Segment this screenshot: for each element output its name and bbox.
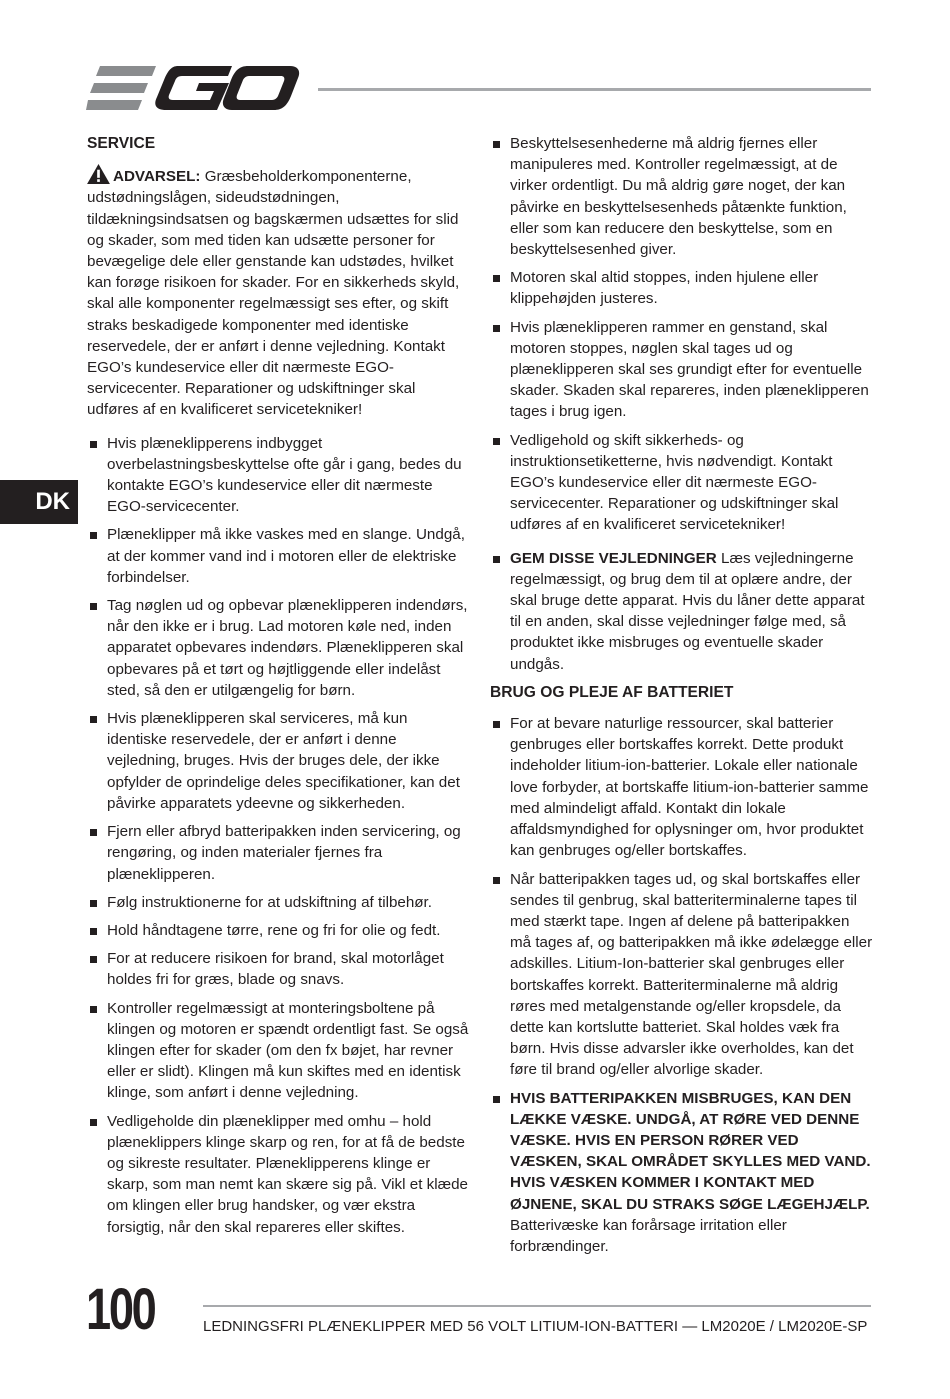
bullet-square-icon bbox=[493, 141, 500, 148]
service-warning bbox=[87, 164, 471, 420]
list-item: Beskyttelsesenhederne må aldrig fjernes eller manipuleres med. Kontroller regelmæssigt, at de virker ordentligt. Du må aldrig gøre noget, der kan påvirke en beskyttelsesenheds påtænkte funktion, eller som kan reducere den beskyttelse, som en beskyttelsesenhed giver. bbox=[490, 133, 874, 260]
bullet-square-icon bbox=[90, 956, 97, 963]
list-item: Vedligeholde din plæneklipper med omhu – hold plæneklippers klinge skarp og ren, for at få de bedste og sikreste resultater. Plæneklipperens klinge er skarp, som man nemt kan skære sig på. Vikl et klæde om klingen eller brug handsker, og vær ekstra forsigtig, når den skal repareres eller skiftes. bbox=[87, 1111, 471, 1238]
language-tab: DK bbox=[0, 480, 78, 524]
warning-triangle-icon bbox=[87, 164, 110, 184]
leak-warning-text: Batterivæske kan forårsage irritation eller forbrændinger. bbox=[510, 1216, 787, 1255]
bullet-square-icon bbox=[493, 275, 500, 282]
list-item: Motoren skal altid stoppes, inden hjulene eller klippehøjden justeres. bbox=[490, 267, 874, 309]
list-item: Hvis plæneklipperens indbygget overbelastningsbeskyttelse ofte går i gang, bedes du kontakte EGO’s kundeservice eller dit nærmeste EGO-servicecenter. bbox=[87, 433, 471, 518]
leak-warning-item bbox=[490, 1088, 874, 1258]
list-item: For at bevare naturlige ressourcer, skal batterier genbruges eller bortskaffes korrekt. Dette produkt indeholder litium-ion-batterier. Lokale eller nationale love forbyder, at bortskaffe litium-ion-batterier samme med almindeligt affald. Kontakt din lokale affaldsmyndighed for oplysninger om, hvor produktet kan genbruges og/eller bortskaffes. bbox=[490, 713, 874, 861]
bullet-square-icon bbox=[90, 1006, 97, 1013]
list-item: Kontroller regelmæssigt at monteringsboltene på klingen og motoren er spændt ordentligt fast. Se også klingen efter for skader (om den fx bøjet, har revner eller er slidt). Klingen må kun skiftes med en identisk klinge, som anført i denne vejledning. bbox=[87, 998, 471, 1104]
list-item: Når batteripakken tages ud, og skal bortskaffes eller sendes til genbrug, skal batteriterminalerne tapes til med stærkt tape. Ingen af delene på batteripakken må tages af, og batteripakken må ikke ødelægge eller adskilles. Litium-Ion-batterier skal genbruges eller bortskaffes korrekt. Batteriterminalerne må aldrig røres med metalgenstande og/eller kropsdele, da dette kan kortslutte batteriet. Skal holdes væk fra børn. Hvis disse advarsler ikke overholdes, kan det føre til brand og/eller alvorlige skader. bbox=[490, 869, 874, 1081]
leak-warning-label: HVIS BATTERIPAKKEN MISBRUGES, KAN DEN LÆKKE VÆSKE. UNDGÅ, AT RØRE VED DENNE VÆSKE. HVIS EN PERSON RØRER VED VÆSKEN, SKAL OMRÅDET SKYLLES MED VAND. HVIS VÆSKEN KOMMER I KONTAKT MED ØJNENE, SKAL DU STRAKS SØGE LÆGEHJÆLP. bbox=[510, 1089, 871, 1213]
bullet-square-icon bbox=[90, 1119, 97, 1126]
bullet-square-icon bbox=[90, 900, 97, 907]
page-number: 100 bbox=[86, 1277, 155, 1342]
ego-logo bbox=[86, 64, 300, 112]
bullet-square-icon bbox=[90, 928, 97, 935]
list-item: Følg instruktionerne for at udskiftning af tilbehør. bbox=[87, 892, 471, 913]
bullet-square-icon bbox=[90, 603, 97, 610]
bullet-square-icon bbox=[493, 721, 500, 728]
bullet-square-icon bbox=[493, 1096, 500, 1103]
list-item: Vedligehold og skift sikkerheds- og instruktionsetiketterne, hvis nødvendigt. Kontakt EGO’s kundeservice eller dit nærmeste EGO-servicecenter. Reparationer og udskiftninger skal udføres af en kvalificeret servicetekniker! bbox=[490, 430, 874, 536]
service-bullet-list bbox=[87, 433, 471, 1238]
save-instructions-text: Læs vejledningerne regelmæssigt, og brug dem til at oplære andre, der skal bruge dette apparat. Hvis du låner dette apparat til en anden, skal disse vejledninger følge med, så produktet ikke misbruges og eventuelle skader undgås. bbox=[510, 549, 865, 673]
list-item: Plæneklipper må ikke vaskes med en slange. Undgå, at der kommer vand ind i motoren eller de elektriske forbindelser. bbox=[87, 524, 471, 588]
bullet-square-icon bbox=[90, 532, 97, 539]
save-instructions-label: GEM DISSE VEJLEDNINGER bbox=[510, 549, 717, 567]
list-item: Hvis plæneklipperen skal serviceres, må kun identiske reservedele, der er anført i denne vejledning, bruges. Hvis der bruges dele, der ikke opfylder de oprindelige deles specifikationer, kan det påvirke apparatets ydeevne og sikkerheden. bbox=[87, 708, 471, 814]
header-rule bbox=[318, 88, 871, 91]
warning-text: Græsbeholderkomponenterne, udstødningslågen, sideudstødningen, tildækningsindsatsen og bagskærmen udsættes for slid og skader, som med tiden kan udsætte personer for bevægelige dele eller genstande kan udstødes, hvilket kan forøge risikoen for skader. For en sikkerheds skyld, skal alle komponenter regelmæssigt ses efter, og skift straks beskadigede komponenter med identiske reservedele, der er anført i denne vejledning. Kontakt EGO’s kundeservice eller dit nærmeste EGO-servicecenter. Reparationer og udskiftninger skal udføres af en kvalificeret servicetekniker! bbox=[87, 168, 460, 419]
list-item: Hold håndtagene tørre, rene og fri for olie og fedt. bbox=[87, 920, 471, 941]
battery-heading: BRUG OG PLEJE AF BATTERIET bbox=[490, 683, 734, 701]
bullet-square-icon bbox=[493, 556, 500, 563]
left-column bbox=[87, 133, 471, 1245]
list-item: Hvis plæneklipperen rammer en genstand, skal motoren stoppes, nøglen skal tages ud og plæneklipperen skal ses grundigt efter for eventuelle skader. Skaden skal repareres, inden plæneklipperen tages i brug igen. bbox=[490, 317, 874, 423]
service-heading: SERVICE bbox=[87, 135, 156, 152]
list-item: Fjern eller afbryd batteripakken inden servicering, og rengøring, og inden materialer fjernes fra plæneklipperen. bbox=[87, 821, 471, 885]
footer-rule bbox=[203, 1305, 871, 1307]
footer-title: LEDNINGSFRI PLÆNEKLIPPER MED 56 VOLT LITIUM-ION-BATTERI — LM2020E / LM2020E-SP bbox=[203, 1318, 868, 1335]
bullet-square-icon bbox=[493, 877, 500, 884]
bullet-square-icon bbox=[493, 325, 500, 332]
battery-bullet-list bbox=[490, 713, 874, 1257]
safety-bullet-list bbox=[490, 133, 874, 675]
right-column bbox=[490, 133, 874, 1264]
list-item: Tag nøglen ud og opbevar plæneklipperen indendørs, når den ikke er i brug. Lad motoren køle ned, inden apparatet opbevares indendørs. Plæneklipperen skal opbevares på et tørt og højtliggende eller indelåst sted, så den er utilgængelig for børn. bbox=[87, 595, 471, 701]
save-instructions-item bbox=[490, 548, 874, 675]
bullet-square-icon bbox=[90, 441, 97, 448]
bullet-square-icon bbox=[493, 438, 500, 445]
warning-label: ADVARSEL: bbox=[113, 168, 201, 186]
list-item: For at reducere risikoen for brand, skal motorlåget holdes fri for græs, blade og snavs. bbox=[87, 948, 471, 990]
bullet-square-icon bbox=[90, 829, 97, 836]
bullet-square-icon bbox=[90, 716, 97, 723]
